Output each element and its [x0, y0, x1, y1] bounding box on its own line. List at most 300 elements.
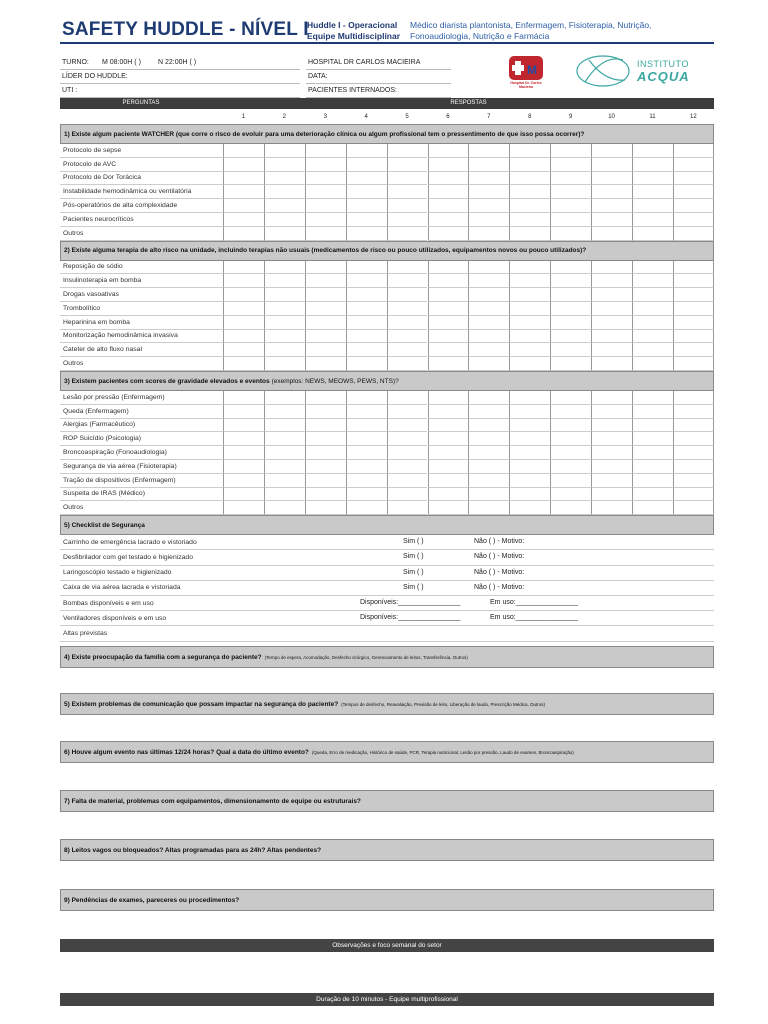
response-cell[interactable] [591, 419, 632, 433]
response-cell[interactable] [346, 274, 387, 288]
response-cell[interactable] [264, 488, 305, 502]
response-cell[interactable] [673, 474, 714, 488]
response-cell[interactable] [223, 302, 264, 316]
response-cell[interactable] [387, 199, 428, 213]
response-cell[interactable] [632, 405, 673, 419]
response-cell[interactable] [468, 144, 509, 158]
response-cell[interactable] [468, 391, 509, 405]
open-question-bar[interactable] [60, 839, 714, 861]
response-cell[interactable] [305, 474, 346, 488]
response-cell[interactable] [387, 391, 428, 405]
response-cell[interactable] [346, 227, 387, 241]
response-cell[interactable] [223, 474, 264, 488]
response-cell[interactable] [591, 446, 632, 460]
response-cell[interactable] [468, 302, 509, 316]
response-cell[interactable] [428, 460, 469, 474]
response-cell[interactable] [428, 274, 469, 288]
response-cell[interactable] [468, 501, 509, 515]
response-cell[interactable] [223, 288, 264, 302]
response-cell[interactable] [387, 316, 428, 330]
response-cell[interactable] [428, 158, 469, 172]
response-cell[interactable] [550, 343, 591, 357]
response-cell[interactable] [428, 405, 469, 419]
response-cell[interactable] [550, 316, 591, 330]
response-cell[interactable] [468, 432, 509, 446]
data-field[interactable]: DATA: [308, 73, 328, 80]
response-cell[interactable] [591, 185, 632, 199]
response-cell[interactable] [632, 227, 673, 241]
response-cell[interactable] [632, 391, 673, 405]
response-cell[interactable] [387, 419, 428, 433]
response-cell[interactable] [468, 185, 509, 199]
response-cell[interactable] [346, 405, 387, 419]
response-cell[interactable] [591, 501, 632, 515]
response-cell[interactable] [264, 302, 305, 316]
response-cell[interactable] [673, 185, 714, 199]
response-cell[interactable] [550, 144, 591, 158]
response-cell[interactable] [428, 172, 469, 186]
response-cell[interactable] [264, 330, 305, 344]
open-question-bar[interactable] [60, 646, 714, 668]
response-cell[interactable] [509, 460, 550, 474]
response-cell[interactable] [550, 501, 591, 515]
sim-checkbox[interactable]: Sim ( ) [403, 583, 424, 591]
response-cell[interactable] [509, 391, 550, 405]
response-cell[interactable] [550, 357, 591, 371]
response-cell[interactable] [591, 158, 632, 172]
response-cell[interactable] [468, 474, 509, 488]
response-cell[interactable] [223, 144, 264, 158]
pacientes-internados-field[interactable]: PACIENTES INTERNADOS: [308, 87, 397, 94]
response-cell[interactable] [428, 446, 469, 460]
response-cell[interactable] [387, 446, 428, 460]
response-cell[interactable] [346, 432, 387, 446]
response-cell[interactable] [673, 357, 714, 371]
response-cell[interactable] [264, 343, 305, 357]
response-cell[interactable] [387, 330, 428, 344]
response-cell[interactable] [428, 227, 469, 241]
response-cell[interactable] [509, 357, 550, 371]
open-question-bar[interactable] [60, 741, 714, 763]
response-cell[interactable] [673, 227, 714, 241]
response-cell[interactable] [305, 446, 346, 460]
response-cell[interactable] [468, 288, 509, 302]
response-cell[interactable] [550, 330, 591, 344]
response-cell[interactable] [223, 419, 264, 433]
response-cell[interactable] [305, 213, 346, 227]
response-cell[interactable] [468, 199, 509, 213]
response-cell[interactable] [346, 144, 387, 158]
response-cell[interactable] [673, 261, 714, 275]
response-cell[interactable] [264, 391, 305, 405]
response-cell[interactable] [223, 227, 264, 241]
response-cell[interactable] [387, 288, 428, 302]
response-cell[interactable] [632, 419, 673, 433]
em-uso-field[interactable]: Em uso:________________ [490, 599, 578, 606]
response-cell[interactable] [632, 302, 673, 316]
response-cell[interactable] [468, 343, 509, 357]
response-cell[interactable] [346, 474, 387, 488]
response-cell[interactable] [346, 460, 387, 474]
open-question-bar[interactable] [60, 790, 714, 812]
response-cell[interactable] [223, 316, 264, 330]
response-cell[interactable] [632, 288, 673, 302]
response-cell[interactable] [346, 446, 387, 460]
response-cell[interactable] [509, 274, 550, 288]
response-cell[interactable] [468, 446, 509, 460]
response-cell[interactable] [346, 419, 387, 433]
response-cell[interactable] [550, 213, 591, 227]
sim-checkbox[interactable]: Sim ( ) [403, 553, 424, 561]
response-cell[interactable] [223, 460, 264, 474]
response-cell[interactable] [550, 446, 591, 460]
response-cell[interactable] [550, 302, 591, 316]
response-cell[interactable] [591, 357, 632, 371]
response-cell[interactable] [509, 316, 550, 330]
nao-motivo-field[interactable]: Não ( ) - Motivo: [474, 538, 525, 546]
response-cell[interactable] [509, 405, 550, 419]
response-cell[interactable] [509, 330, 550, 344]
response-cell[interactable] [428, 501, 469, 515]
response-cell[interactable] [673, 172, 714, 186]
response-cell[interactable] [591, 316, 632, 330]
response-cell[interactable] [673, 274, 714, 288]
response-cell[interactable] [591, 261, 632, 275]
response-cell[interactable] [673, 446, 714, 460]
response-cell[interactable] [264, 405, 305, 419]
response-cell[interactable] [632, 488, 673, 502]
response-cell[interactable] [223, 199, 264, 213]
response-cell[interactable] [673, 419, 714, 433]
response-cell[interactable] [468, 213, 509, 227]
response-cell[interactable] [509, 185, 550, 199]
response-cell[interactable] [305, 185, 346, 199]
response-cell[interactable] [305, 227, 346, 241]
response-cell[interactable] [632, 330, 673, 344]
response-cell[interactable] [387, 302, 428, 316]
response-cell[interactable] [468, 172, 509, 186]
response-cell[interactable] [223, 488, 264, 502]
response-cell[interactable] [223, 172, 264, 186]
response-cell[interactable] [223, 432, 264, 446]
response-cell[interactable] [387, 501, 428, 515]
response-cell[interactable] [468, 419, 509, 433]
nao-motivo-field[interactable]: Não ( ) - Motivo: [474, 568, 525, 576]
response-cell[interactable] [591, 330, 632, 344]
response-cell[interactable] [591, 274, 632, 288]
response-cell[interactable] [264, 158, 305, 172]
response-cell[interactable] [550, 432, 591, 446]
response-cell[interactable] [305, 419, 346, 433]
response-cell[interactable] [509, 288, 550, 302]
response-cell[interactable] [550, 158, 591, 172]
response-cell[interactable] [591, 474, 632, 488]
response-cell[interactable] [223, 185, 264, 199]
response-cell[interactable] [673, 213, 714, 227]
response-cell[interactable] [632, 474, 673, 488]
response-cell[interactable] [632, 199, 673, 213]
response-cell[interactable] [346, 343, 387, 357]
response-cell[interactable] [428, 261, 469, 275]
response-cell[interactable] [632, 343, 673, 357]
response-cell[interactable] [387, 144, 428, 158]
response-cell[interactable] [305, 405, 346, 419]
response-cell[interactable] [264, 474, 305, 488]
response-cell[interactable] [509, 302, 550, 316]
response-cell[interactable] [468, 330, 509, 344]
response-cell[interactable] [632, 185, 673, 199]
response-cell[interactable] [591, 288, 632, 302]
response-cell[interactable] [428, 419, 469, 433]
response-cell[interactable] [428, 213, 469, 227]
response-cell[interactable] [632, 460, 673, 474]
response-cell[interactable] [387, 158, 428, 172]
response-cell[interactable] [468, 357, 509, 371]
response-cell[interactable] [673, 405, 714, 419]
response-cell[interactable] [428, 185, 469, 199]
response-cell[interactable] [346, 172, 387, 186]
response-cell[interactable] [264, 172, 305, 186]
response-cell[interactable] [387, 172, 428, 186]
sim-checkbox[interactable]: Sim ( ) [403, 568, 424, 576]
response-cell[interactable] [428, 199, 469, 213]
response-cell[interactable] [264, 419, 305, 433]
response-cell[interactable] [509, 144, 550, 158]
response-cell[interactable] [346, 288, 387, 302]
response-cell[interactable] [264, 288, 305, 302]
response-cell[interactable] [223, 357, 264, 371]
response-cell[interactable] [591, 302, 632, 316]
response-cell[interactable] [673, 330, 714, 344]
response-cell[interactable] [428, 302, 469, 316]
turno-night-field[interactable]: N 22:00H ( ) [158, 59, 197, 66]
response-cell[interactable] [305, 330, 346, 344]
response-cell[interactable] [264, 185, 305, 199]
response-cell[interactable] [591, 343, 632, 357]
response-cell[interactable] [632, 357, 673, 371]
disponiveis-field[interactable]: Disponíveis:________________ [360, 614, 461, 622]
response-cell[interactable] [387, 460, 428, 474]
response-cell[interactable] [509, 343, 550, 357]
response-cell[interactable] [509, 501, 550, 515]
disponiveis-field[interactable]: Disponíveis:________________ [360, 599, 461, 606]
response-cell[interactable] [428, 488, 469, 502]
response-cell[interactable] [387, 274, 428, 288]
response-cell[interactable] [264, 261, 305, 275]
response-cell[interactable] [550, 274, 591, 288]
response-cell[interactable] [550, 488, 591, 502]
response-cell[interactable] [468, 261, 509, 275]
response-cell[interactable] [387, 343, 428, 357]
response-cell[interactable] [223, 213, 264, 227]
response-cell[interactable] [346, 316, 387, 330]
response-cell[interactable] [264, 460, 305, 474]
response-cell[interactable] [387, 488, 428, 502]
response-cell[interactable] [428, 144, 469, 158]
response-cell[interactable] [305, 199, 346, 213]
response-cell[interactable] [509, 488, 550, 502]
response-cell[interactable] [223, 405, 264, 419]
response-cell[interactable] [223, 391, 264, 405]
response-cell[interactable] [346, 199, 387, 213]
response-cell[interactable] [305, 158, 346, 172]
response-cell[interactable] [550, 185, 591, 199]
response-cell[interactable] [509, 199, 550, 213]
response-cell[interactable] [223, 261, 264, 275]
response-cell[interactable] [223, 274, 264, 288]
response-cell[interactable] [346, 158, 387, 172]
response-cell[interactable] [346, 302, 387, 316]
response-cell[interactable] [673, 432, 714, 446]
response-cell[interactable] [387, 261, 428, 275]
response-cell[interactable] [509, 419, 550, 433]
nao-motivo-field[interactable]: Não ( ) - Motivo: [474, 583, 525, 591]
response-cell[interactable] [550, 419, 591, 433]
response-cell[interactable] [428, 316, 469, 330]
response-cell[interactable] [305, 172, 346, 186]
response-cell[interactable] [509, 261, 550, 275]
response-cell[interactable] [632, 446, 673, 460]
response-cell[interactable] [305, 274, 346, 288]
response-cell[interactable] [632, 432, 673, 446]
response-cell[interactable] [387, 432, 428, 446]
response-cell[interactable] [468, 227, 509, 241]
open-question-bar[interactable] [60, 693, 714, 715]
response-cell[interactable] [346, 488, 387, 502]
response-cell[interactable] [346, 391, 387, 405]
response-cell[interactable] [673, 460, 714, 474]
response-cell[interactable] [673, 391, 714, 405]
response-cell[interactable] [305, 488, 346, 502]
response-cell[interactable] [632, 316, 673, 330]
response-cell[interactable] [305, 391, 346, 405]
response-cell[interactable] [550, 460, 591, 474]
response-cell[interactable] [264, 316, 305, 330]
response-cell[interactable] [550, 172, 591, 186]
response-cell[interactable] [346, 357, 387, 371]
response-cell[interactable] [223, 446, 264, 460]
response-cell[interactable] [550, 261, 591, 275]
response-cell[interactable] [591, 227, 632, 241]
response-cell[interactable] [550, 288, 591, 302]
response-cell[interactable] [305, 343, 346, 357]
response-cell[interactable] [387, 474, 428, 488]
response-cell[interactable] [550, 391, 591, 405]
response-cell[interactable] [468, 316, 509, 330]
response-cell[interactable] [264, 357, 305, 371]
response-cell[interactable] [387, 357, 428, 371]
response-cell[interactable] [346, 185, 387, 199]
response-cell[interactable] [428, 343, 469, 357]
response-cell[interactable] [264, 501, 305, 515]
response-cell[interactable] [550, 405, 591, 419]
response-cell[interactable] [673, 501, 714, 515]
response-cell[interactable] [591, 432, 632, 446]
response-cell[interactable] [591, 405, 632, 419]
response-cell[interactable] [673, 343, 714, 357]
response-cell[interactable] [673, 158, 714, 172]
response-cell[interactable] [264, 274, 305, 288]
response-cell[interactable] [346, 330, 387, 344]
response-cell[interactable] [509, 158, 550, 172]
response-cell[interactable] [591, 199, 632, 213]
em-uso-field[interactable]: Em uso:________________ [490, 614, 578, 622]
response-cell[interactable] [509, 213, 550, 227]
response-cell[interactable] [632, 213, 673, 227]
response-cell[interactable] [305, 316, 346, 330]
response-cell[interactable] [509, 432, 550, 446]
response-cell[interactable] [591, 488, 632, 502]
response-cell[interactable] [468, 488, 509, 502]
uti-field[interactable]: UTI : [62, 87, 78, 94]
response-cell[interactable] [264, 199, 305, 213]
response-cell[interactable] [509, 172, 550, 186]
response-cell[interactable] [468, 460, 509, 474]
response-cell[interactable] [387, 213, 428, 227]
response-cell[interactable] [632, 501, 673, 515]
response-cell[interactable] [264, 446, 305, 460]
response-cell[interactable] [468, 158, 509, 172]
response-cell[interactable] [305, 460, 346, 474]
response-cell[interactable] [387, 405, 428, 419]
response-cell[interactable] [264, 213, 305, 227]
response-cell[interactable] [632, 144, 673, 158]
turno-morning-field[interactable]: M 08:00H ( ) [102, 59, 141, 66]
response-cell[interactable] [305, 432, 346, 446]
response-cell[interactable] [673, 488, 714, 502]
response-cell[interactable] [305, 302, 346, 316]
response-cell[interactable] [550, 199, 591, 213]
response-cell[interactable] [591, 460, 632, 474]
response-cell[interactable] [673, 302, 714, 316]
response-cell[interactable] [428, 432, 469, 446]
response-cell[interactable] [591, 172, 632, 186]
response-cell[interactable] [591, 144, 632, 158]
response-cell[interactable] [591, 391, 632, 405]
response-cell[interactable] [632, 172, 673, 186]
response-cell[interactable] [550, 227, 591, 241]
response-cell[interactable] [223, 343, 264, 357]
response-cell[interactable] [305, 144, 346, 158]
response-cell[interactable] [305, 501, 346, 515]
response-cell[interactable] [591, 213, 632, 227]
sim-checkbox[interactable]: Sim ( ) [403, 538, 424, 546]
response-cell[interactable] [428, 474, 469, 488]
response-cell[interactable] [673, 288, 714, 302]
response-cell[interactable] [223, 158, 264, 172]
response-cell[interactable] [509, 446, 550, 460]
response-cell[interactable] [305, 261, 346, 275]
response-cell[interactable] [387, 185, 428, 199]
response-cell[interactable] [428, 357, 469, 371]
response-cell[interactable] [468, 405, 509, 419]
response-cell[interactable] [223, 501, 264, 515]
response-cell[interactable] [632, 274, 673, 288]
nao-motivo-field[interactable]: Não ( ) - Motivo: [474, 553, 525, 561]
open-question-bar[interactable] [60, 889, 714, 911]
response-cell[interactable] [305, 357, 346, 371]
response-cell[interactable] [346, 261, 387, 275]
response-cell[interactable] [632, 261, 673, 275]
response-cell[interactable] [468, 274, 509, 288]
response-cell[interactable] [673, 199, 714, 213]
response-cell[interactable] [305, 288, 346, 302]
response-cell[interactable] [550, 474, 591, 488]
response-cell[interactable] [264, 227, 305, 241]
response-cell[interactable] [632, 158, 673, 172]
response-cell[interactable] [346, 213, 387, 227]
response-cell[interactable] [673, 316, 714, 330]
